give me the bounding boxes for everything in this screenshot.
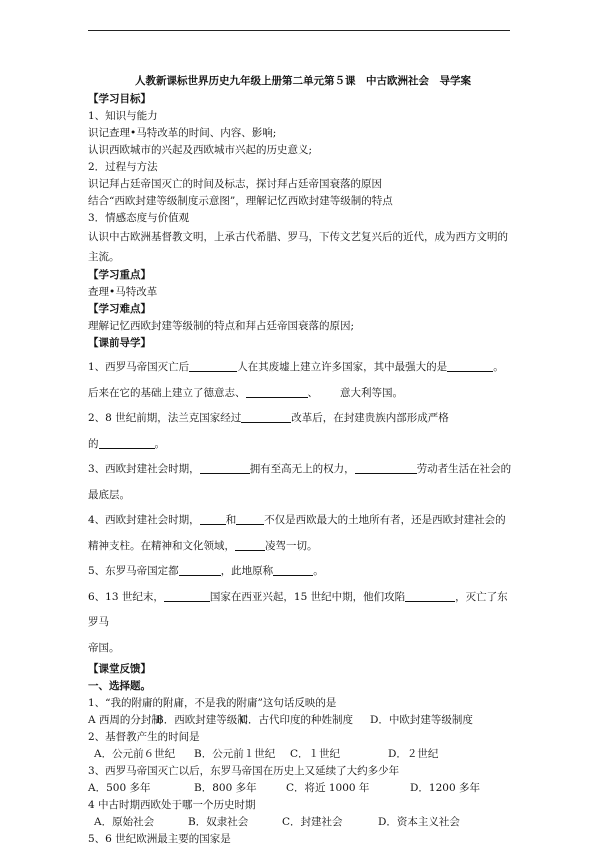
option[interactable]: C．１世纪 — [290, 748, 341, 760]
option[interactable]: D．1200 多年 — [410, 782, 480, 794]
goals-heading: 【学习目标】 — [88, 93, 151, 105]
choice-section-title: 一、选择题。 — [88, 680, 151, 692]
question-4: 4、西欧封建社会时期， 和 不仅是西欧最大的土地所有者，还是西欧封建社会的 精神支柱。在精神和文化领域， 凌驾一切。 — [88, 514, 506, 552]
answer-blank[interactable] — [235, 538, 265, 551]
key-points-text: 查理•马特改革 — [88, 286, 158, 298]
header-rule — [88, 30, 510, 31]
option[interactable]: C．将近 1000 年 — [286, 782, 370, 794]
page-title: 人教新课标世界历史九年级上册第二单元第５课 中古欧洲社会 导学案 — [135, 75, 471, 87]
option[interactable]: B．800 多年 — [194, 782, 257, 794]
answer-blank[interactable] — [236, 512, 264, 525]
option[interactable]: D．２世纪 — [388, 748, 439, 760]
options-row — [88, 814, 518, 831]
question-6: 6、13 世纪末， 国家在西亚兴起，15 世纪中期，他们攻陷 ，灭亡了东罗马 帝国。 — [88, 590, 508, 654]
goal-line: 认识西欧城市的兴起及西欧城市兴起的历史意义; — [88, 144, 313, 156]
answer-blank[interactable] — [179, 563, 221, 576]
goal-line: 认识中古欧洲基督教文明，上承古代希腊、罗马，下传文艺复兴后的近代，成为西方文明的主流。 — [88, 231, 508, 263]
option[interactable]: B．西欧封建等级制 — [156, 714, 248, 726]
options-row — [88, 712, 518, 729]
preview-heading: 【课前导学】 — [88, 337, 151, 349]
worksheet-page — [88, 73, 518, 848]
answer-blank[interactable] — [99, 436, 155, 449]
option[interactable]: A．500 多年 — [88, 782, 151, 794]
preview-questions — [88, 352, 518, 661]
key-points-heading: 【学习重点】 — [88, 269, 151, 281]
option[interactable]: A．公元前６世纪 — [94, 748, 176, 760]
option[interactable]: B．奴隶社会 — [188, 816, 249, 828]
feedback-heading: 【课堂反馈】 — [88, 663, 151, 675]
question-3: 3、西欧封建社会时期， 拥有至高无上的权力， 劳动者生活在社会的 最底层。 — [88, 463, 512, 501]
question-1: 1、西罗马帝国灭亡后 人在其废墟上建立许多国家，其中最强大的是 。 后来在它的基础上建立了德意志、 、 意大利等国。 — [88, 361, 504, 399]
answer-blank[interactable] — [355, 461, 417, 474]
answer-blank[interactable] — [189, 359, 237, 372]
option[interactable]: C．封建社会 — [282, 816, 343, 828]
question-stem: 4 中古时期西欧处于哪一个历史时期 — [88, 799, 256, 811]
option[interactable]: C．古代印度的种姓制度 — [240, 714, 354, 726]
question-stem: 2、基督教产生的时间是 — [88, 731, 200, 743]
answer-blank[interactable] — [200, 512, 226, 525]
options-row — [88, 746, 518, 763]
question-2: 2、8 世纪前期，法兰克国家经过 改革后，在封建贵族内部形成严格 的 。 — [88, 412, 449, 450]
option[interactable]: A 西周的分封制 — [88, 714, 162, 726]
question-stem: 3、西罗马帝国灭亡以后，东罗马帝国在历史上又延续了大约多少年 — [88, 765, 400, 777]
difficulties-heading: 【学习难点】 — [88, 303, 151, 315]
goal-line: 结合“西欧封建等级制度示意图”，理解记忆西欧封建等级制的特点 — [88, 195, 393, 207]
answer-blank[interactable] — [200, 461, 250, 474]
question-stem: 5、6 世纪欧洲最主要的国家是 — [88, 833, 231, 845]
question-stem: 1、“我的附庸的附庸，不是我的附庸”这句话反映的是 — [88, 697, 337, 709]
answer-blank[interactable] — [164, 589, 210, 602]
goal-line: 识记拜占廷帝国灭亡的时间及标志，探讨拜占廷帝国衰落的原因 — [88, 178, 382, 190]
question-5: 5、东罗马帝国定都 ，此地原称 。 — [88, 565, 324, 577]
answer-blank[interactable] — [405, 589, 455, 602]
option[interactable]: D．资本主义社会 — [378, 816, 460, 828]
goal-line: 识记查理•马特改革的时间、内容、影响; — [88, 127, 277, 139]
answer-blank[interactable] — [246, 385, 308, 398]
answer-blank[interactable] — [241, 410, 291, 423]
option[interactable]: D．中欧封建等级制度 — [370, 714, 473, 726]
difficulties-text: 理解记忆西欧封建等级制的特点和拜占廷帝国衰落的原因; — [88, 320, 355, 332]
goal-line: 3．情感态度与价值观 — [88, 212, 190, 224]
option[interactable]: B．公元前１世纪 — [194, 748, 276, 760]
answer-blank[interactable] — [273, 563, 313, 576]
goal-line: 2．过程与方法 — [88, 161, 158, 173]
option[interactable]: A．原始社会 — [94, 816, 155, 828]
goal-line: 1、知识与能力 — [88, 110, 158, 122]
answer-blank[interactable] — [447, 359, 493, 372]
options-row — [88, 780, 518, 797]
